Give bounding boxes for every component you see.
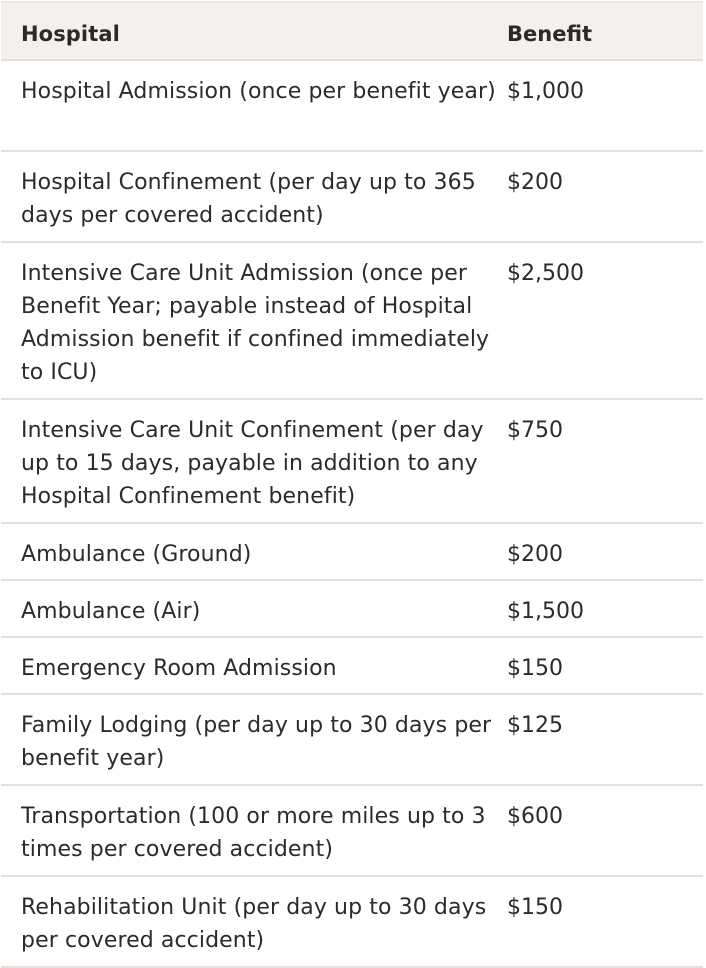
row-name: Hospital Admission (once per benefit year) [21,79,496,104]
row-name: Intensive Care Unit Admission (once per Benefit Year; payable instead of Hospital Admission benefit if confined immediately to ICU) [21,261,490,385]
row-name: Intensive Care Unit Confinement (per day up to 15 days, payable in addition to any Hospital Confinement benefit) [21,418,484,509]
row-benefit: $600 [507,804,563,829]
row-benefit: $750 [507,418,563,443]
row-benefit: $1,500 [507,599,584,624]
table-row [1,638,703,695]
table-row [1,695,703,786]
row-name: Ambulance (Air) [21,599,201,624]
row-benefit: $150 [507,656,563,681]
row-name: Family Lodging (per day up to 30 days per benefit year) [21,713,492,771]
table-row [1,877,703,968]
header-hospital: Hospital [21,22,120,46]
table-header-row [1,3,703,61]
table-row [1,581,703,638]
row-name: Rehabilitation Unit (per day up to 30 days per covered accident) [21,895,487,953]
row-benefit: $150 [507,895,563,920]
row-benefit: $200 [507,542,563,567]
table-row [1,524,703,581]
table-row [1,243,703,400]
table-row [1,400,703,524]
table-row [1,152,703,243]
header-benefit: Benefit [507,22,593,46]
row-benefit: $125 [507,713,563,738]
row-name: Transportation (100 or more miles up to 3 times per covered accident) [21,804,486,862]
row-name: Hospital Confinement (per day up to 365 days per covered accident) [21,170,476,228]
table-row [1,786,703,877]
row-benefit: $200 [507,170,563,195]
row-benefit: $1,000 [507,79,584,104]
row-name: Ambulance (Ground) [21,542,252,567]
row-name: Emergency Room Admission [21,656,337,681]
benefits-table [1,1,703,968]
row-benefit: $2,500 [507,261,584,286]
table-row [1,61,703,152]
